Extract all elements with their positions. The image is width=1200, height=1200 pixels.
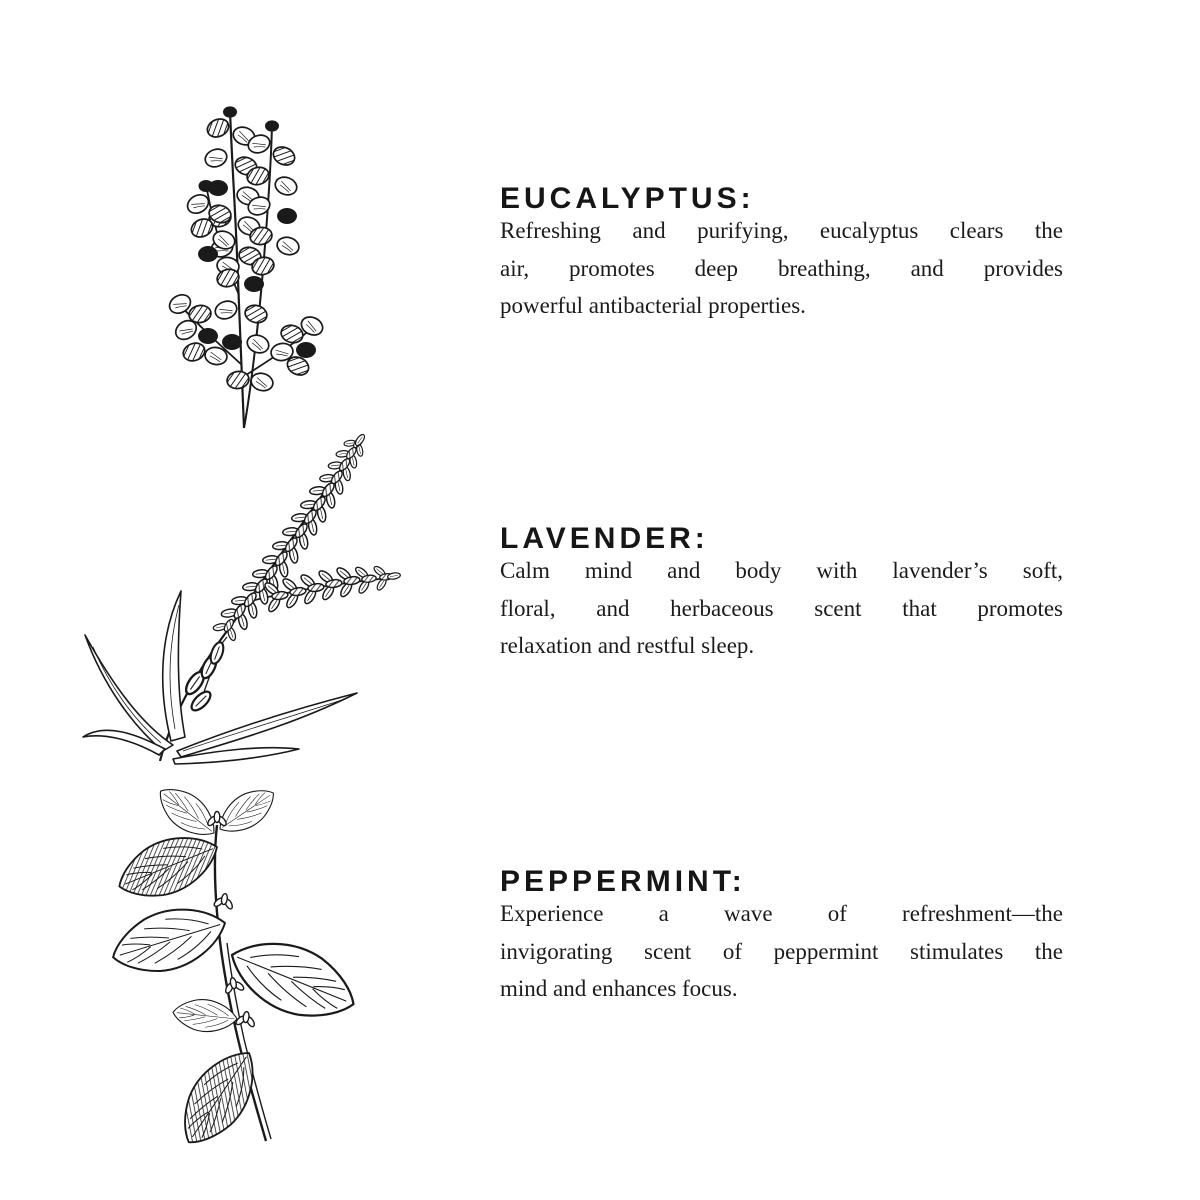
description-line: powerful antibacterial properties.	[500, 293, 806, 318]
lavender-heading: LAVENDER:	[500, 522, 709, 555]
section-lavender	[500, 522, 1063, 665]
eucalyptus-description	[500, 212, 1063, 325]
eucalyptus-illustration	[152, 60, 334, 432]
section-eucalyptus	[500, 182, 1063, 325]
description-line: air, promotes deep breathing, and provides	[500, 255, 1063, 281]
description-line: mind and enhances focus.	[500, 976, 738, 1001]
description-line: floral, and herbaceous scent that promotes	[500, 595, 1063, 621]
lavender-illustration	[75, 433, 415, 765]
lavender-description	[500, 552, 1063, 665]
peppermint-heading: PEPPERMINT:	[500, 865, 746, 898]
description-line: invigorating scent of peppermint stimulates the	[500, 938, 1063, 964]
peppermint-illustration	[108, 785, 368, 1147]
peppermint-description	[500, 895, 1063, 1008]
description-line: relaxation and restful sleep.	[500, 633, 755, 658]
section-peppermint	[500, 865, 1063, 1008]
description-line: Experience a wave of refreshment—the	[500, 901, 1063, 926]
description-line: Refreshing and purifying, eucalyptus clears the	[500, 218, 1063, 243]
eucalyptus-heading: EUCALYPTUS:	[500, 182, 755, 215]
description-line: Calm mind and body with lavender’s soft,	[500, 558, 1063, 583]
